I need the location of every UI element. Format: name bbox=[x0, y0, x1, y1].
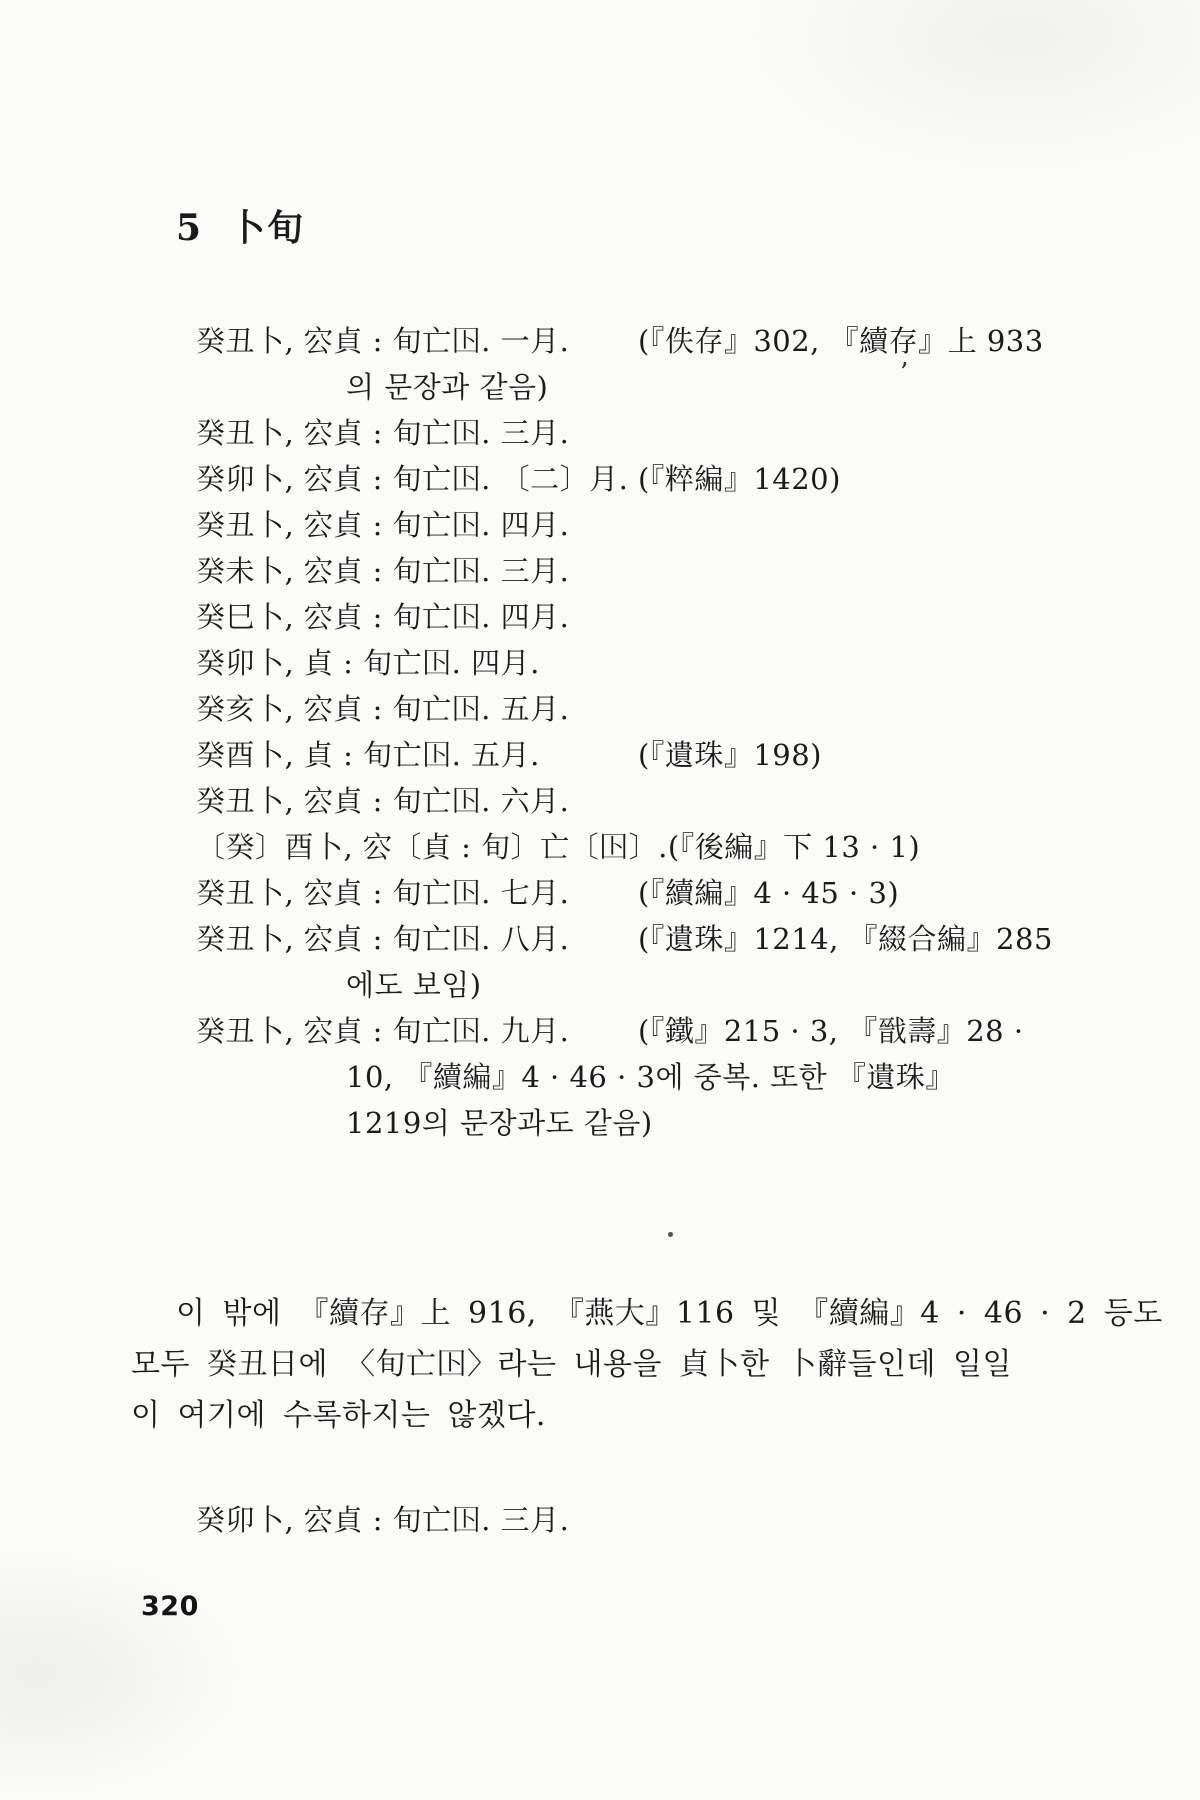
entry-ref: (『佚存』302, 『續存』上 933 bbox=[638, 324, 1044, 358]
entry-ref: (『鐵』215 · 3, 『戩壽』28 · bbox=[638, 1014, 1024, 1048]
entry-ref: (『遺珠』198) bbox=[638, 738, 822, 772]
entry-text: 癸卯卜, 㝐貞 : 旬亡𡆥. 〔二〕月. bbox=[196, 462, 629, 496]
oracle-entry bbox=[196, 594, 1136, 640]
entry-text: 癸卯卜, 貞 : 旬亡𡆥. 四月. bbox=[196, 646, 540, 680]
entry-text: 癸丑卜, 㝐貞 : 旬亡𡆥. 一月. bbox=[196, 324, 570, 358]
entry-continuation: 의 문장과 같음) bbox=[346, 370, 549, 404]
entry-continuation: 에도 보임) bbox=[346, 968, 482, 1002]
entry-text: 癸丑卜, 㝐貞 : 旬亡𡆥. 九月. bbox=[196, 1014, 570, 1048]
section-header bbox=[176, 200, 305, 251]
entry-text: 〔癸〕酉卜, 㝐〔貞 : 旬〕亡〔𡆥〕. bbox=[196, 830, 668, 864]
entry-text: 癸未卜, 㝐貞 : 旬亡𡆥. 三月. bbox=[196, 554, 570, 588]
oracle-entry bbox=[196, 824, 1136, 870]
entry-ref: (『續編』4 · 45 · 3) bbox=[638, 876, 900, 910]
oracle-entry bbox=[196, 870, 1136, 916]
section-number: 5 bbox=[176, 207, 204, 249]
paragraph-line: 이 여기에 수록하지는 않겠다. bbox=[131, 1398, 546, 1433]
oracle-entry bbox=[196, 640, 1136, 686]
body-paragraph bbox=[131, 1288, 1163, 1441]
oracle-entry bbox=[196, 732, 1136, 778]
section-title: 卜旬 bbox=[229, 207, 306, 249]
entry-continuation: 1219의 문장과도 같음) bbox=[346, 1106, 653, 1140]
scan-artifact-dot bbox=[668, 1232, 673, 1237]
paragraph-line: 이 밖에 『續存』上 916, 『燕大』116 및 『續編』4 · 46 · 2 등도 bbox=[176, 1296, 1163, 1331]
entry-text: 癸丑卜, 㝐貞 : 旬亡𡆥. 四月. bbox=[196, 508, 570, 542]
entry-ref: (『粹編』1420) bbox=[638, 462, 841, 496]
entry-ref: (『遺珠』1214, 『綴合編』285 bbox=[638, 922, 1053, 956]
entry-text: 癸丑卜, 㝐貞 : 旬亡𡆥. 七月. bbox=[196, 876, 570, 910]
entry-text: 癸巳卜, 㝐貞 : 旬亡𡆥. 四月. bbox=[196, 600, 570, 634]
oracle-entry bbox=[196, 456, 1136, 502]
oracle-entry bbox=[196, 778, 1136, 824]
oracle-entry bbox=[196, 548, 1136, 594]
entry-ref: (『後編』下 13 · 1) bbox=[667, 830, 921, 864]
oracle-entry bbox=[196, 916, 1136, 962]
entry-text: 癸亥卜, 㝐貞 : 旬亡𡆥. 五月. bbox=[196, 692, 570, 726]
paragraph-line: 모두 癸丑日에 〈旬亡𡆥〉라는 내용을 貞卜한 卜辭들인데 일일 bbox=[131, 1347, 1012, 1382]
oracle-entry bbox=[196, 410, 1136, 456]
oracle-entry bbox=[196, 1008, 1136, 1054]
entry-text: 癸酉卜, 貞 : 旬亡𡆥. 五月. bbox=[196, 738, 540, 772]
oracle-entry bbox=[196, 686, 1136, 732]
page-number: 320 bbox=[141, 1591, 199, 1622]
scan-artifact-quote: ’ bbox=[900, 358, 909, 388]
entry-continuation: 10, 『續編』4 · 46 · 3에 중복. 또한 『遺珠』 bbox=[346, 1060, 955, 1094]
oracle-entry-final: 癸卯卜, 㝐貞 : 旬亡𡆥. 三月. bbox=[196, 1503, 570, 1537]
oracle-entry bbox=[196, 502, 1136, 548]
entry-text: 癸丑卜, 㝐貞 : 旬亡𡆥. 三月. bbox=[196, 416, 570, 450]
entry-text: 癸丑卜, 㝐貞 : 旬亡𡆥. 六月. bbox=[196, 784, 570, 818]
entry-text: 癸丑卜, 㝐貞 : 旬亡𡆥. 八月. bbox=[196, 922, 570, 956]
oracle-entry-list bbox=[196, 318, 1136, 1146]
oracle-entry bbox=[196, 318, 1136, 364]
